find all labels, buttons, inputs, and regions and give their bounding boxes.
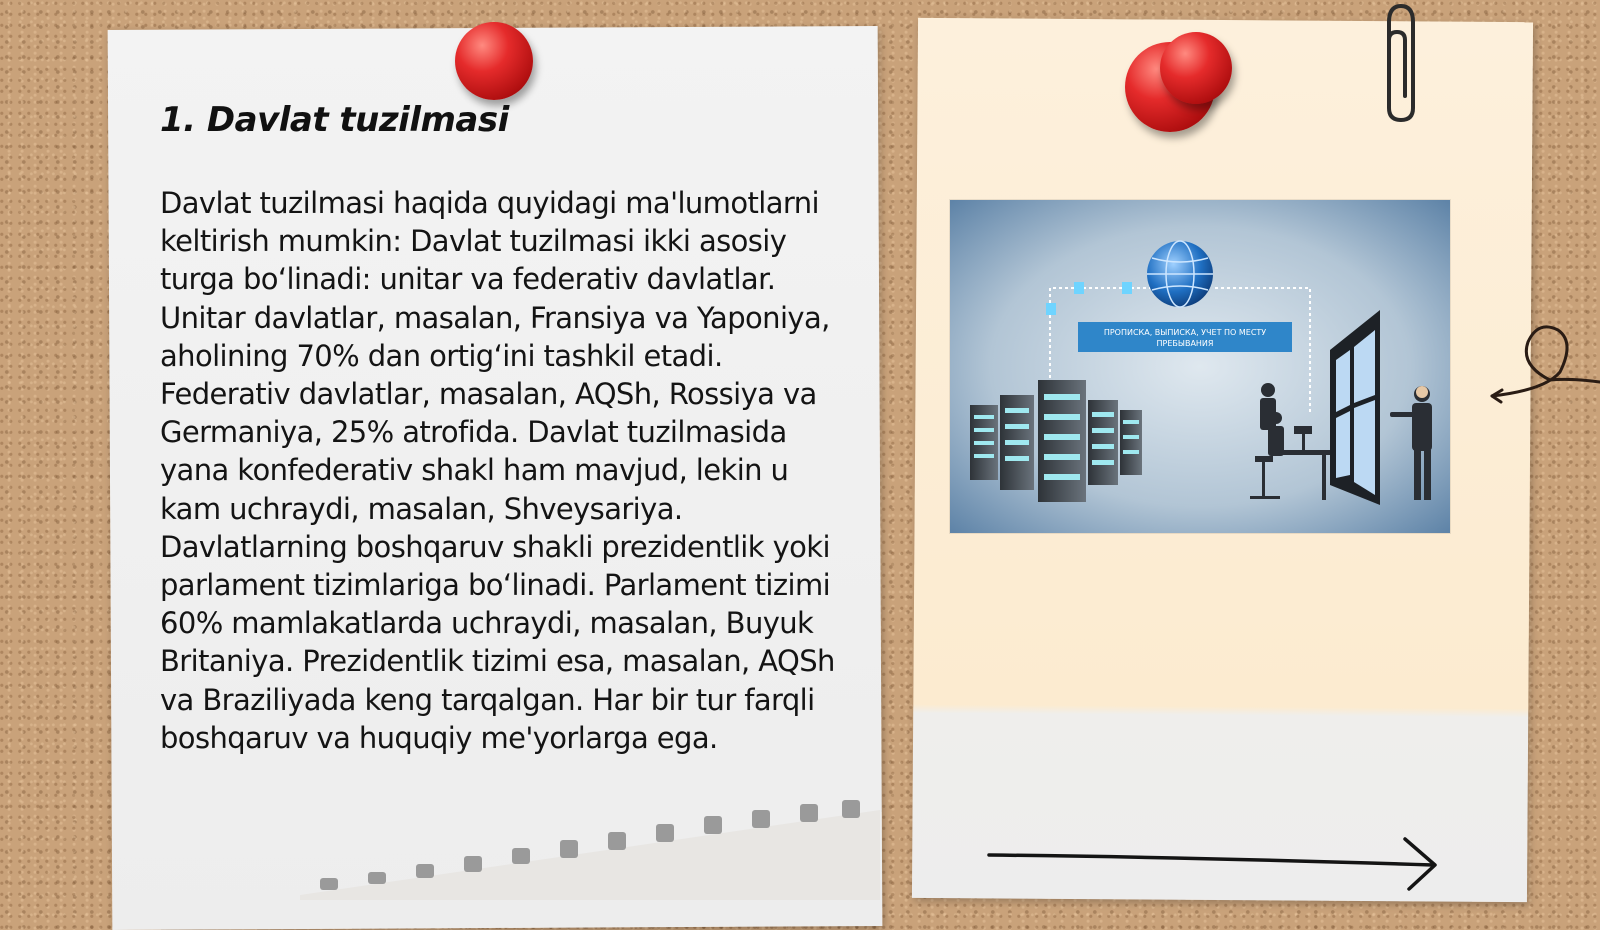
torn-paper-edge bbox=[300, 800, 880, 900]
slide-title: 1. Davlat tuzilmasi bbox=[160, 100, 509, 140]
push-pin-icon bbox=[455, 22, 533, 100]
slide-body-text: Davlat tuzilmasi haqida quyidagi ma'lumotlarni keltirish mumkin: Davlat tuzilmasi ikki asosiy turga bo‘linadi: unitar va federativ davlatlar. Unitar davlatlar, masalan, Fransiya va Yaponiya, aholining 70% dan ortig‘ini tashkil etadi. Federativ davlatlar, masalan, AQSh, Rossiya va Germaniya, 25% atrofida. Davlat tuzilmasida yana konfederativ shakl ham mavjud, lekin u kam uchraydi, masalan, Shveysariya. Davlatlarning boshqaruv shakli prezidentlik yoki parlament tizimlariga bo‘linadi. Parlament tizimi 60% mamlakatlarda uchraydi, masalan, Buyuk Britaniya. Prezidentlik tizimi esa, masalan, AQSh va Braziliyada keng tarqalgan. Har bir tur farqli boshqaruv va huquqiy me'yorlarga ega. bbox=[160, 186, 835, 755]
arrow-right-icon bbox=[985, 835, 1445, 895]
push-pin-icon bbox=[1160, 32, 1232, 104]
image-banner-line2: ПРЕБЫВАНИЯ bbox=[1156, 339, 1214, 348]
paper-clip-icon bbox=[1375, 0, 1425, 125]
network-illustration-image bbox=[950, 200, 1450, 533]
image-banner-line1: ПРОПИСКА, ВЫПИСКА, УЧЕТ ПО МЕСТУ bbox=[1103, 328, 1267, 337]
string-curl-icon bbox=[1480, 310, 1600, 410]
